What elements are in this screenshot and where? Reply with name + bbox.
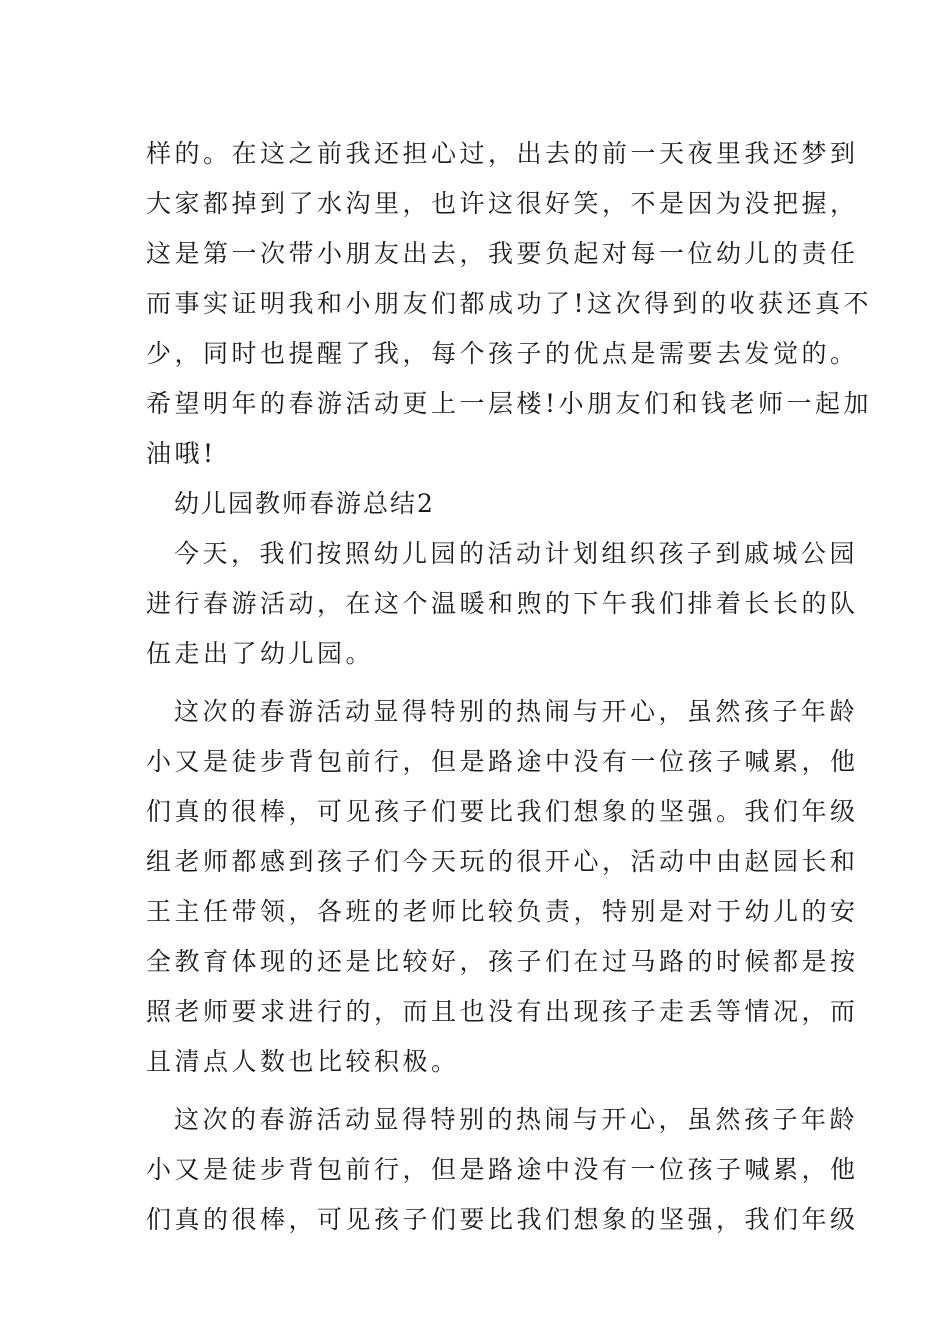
text-line: 这是第一次带小朋友出去，我要负起对每一位幼儿的责任	[146, 239, 859, 268]
paragraph-gap	[146, 679, 806, 687]
text-line: 伍走出了幼儿园。	[146, 639, 375, 668]
paragraph-3	[146, 687, 859, 1087]
paragraph-2	[146, 529, 859, 679]
document-body	[146, 129, 873, 1245]
text-line: 照老师要求进行的，而且也没有出现孩子走丢等情况，而	[146, 997, 859, 1026]
paragraph-gap	[146, 1087, 806, 1095]
text-line: 油哦!	[146, 439, 217, 468]
text-line: 这次的春游活动显得特别的热闹与开心，虽然孩子年龄	[174, 1105, 859, 1134]
paragraph-1	[146, 129, 873, 479]
text-line: 进行春游活动，在这个温暖和煦的下午我们排着长长的队	[146, 589, 859, 618]
text-line: 组老师都感到孩子们今天玩的很开心，活动中由赵园长和	[146, 847, 859, 876]
text-line: 且清点人数也比较积极。	[146, 1047, 460, 1076]
text-line: 大家都掉到了水沟里，也许这很好笑，不是因为没把握，	[146, 189, 859, 218]
text-line: 们真的很棒，可见孩子们要比我们想象的坚强，我们年级	[146, 1205, 859, 1234]
text-line: 这次的春游活动显得特别的热闹与开心，虽然孩子年龄	[174, 697, 859, 726]
text-line: 希望明年的春游活动更上一层楼!小朋友们和钱老师一起加	[146, 389, 873, 418]
text-line: 全教育体现的还是比较好，孩子们在过马路的时候都是按	[146, 947, 859, 976]
text-line: 少，同时也提醒了我，每个孩子的优点是需要去发觉的。	[146, 339, 859, 368]
text-line: 而事实证明我和小朋友们都成功了!这次得到的收获还真不	[146, 289, 873, 318]
text-line: 小又是徒步背包前行，但是路途中没有一位孩子喊累，他	[146, 747, 859, 776]
paragraph-4	[146, 1095, 859, 1245]
text-line: 样的。在这之前我还担心过，出去的前一天夜里我还梦到	[146, 139, 859, 168]
text-line: 今天，我们按照幼儿园的活动计划组织孩子到戚城公园	[174, 539, 859, 568]
text-line: 们真的很棒，可见孩子们要比我们想象的坚强。我们年级	[146, 797, 859, 826]
text-line: 小又是徒步背包前行，但是路途中没有一位孩子喊累，他	[146, 1155, 859, 1184]
section-heading: 幼儿园教师春游总结2	[174, 489, 435, 518]
text-line: 王主任带领，各班的老师比较负责，特别是对于幼儿的安	[146, 897, 859, 926]
